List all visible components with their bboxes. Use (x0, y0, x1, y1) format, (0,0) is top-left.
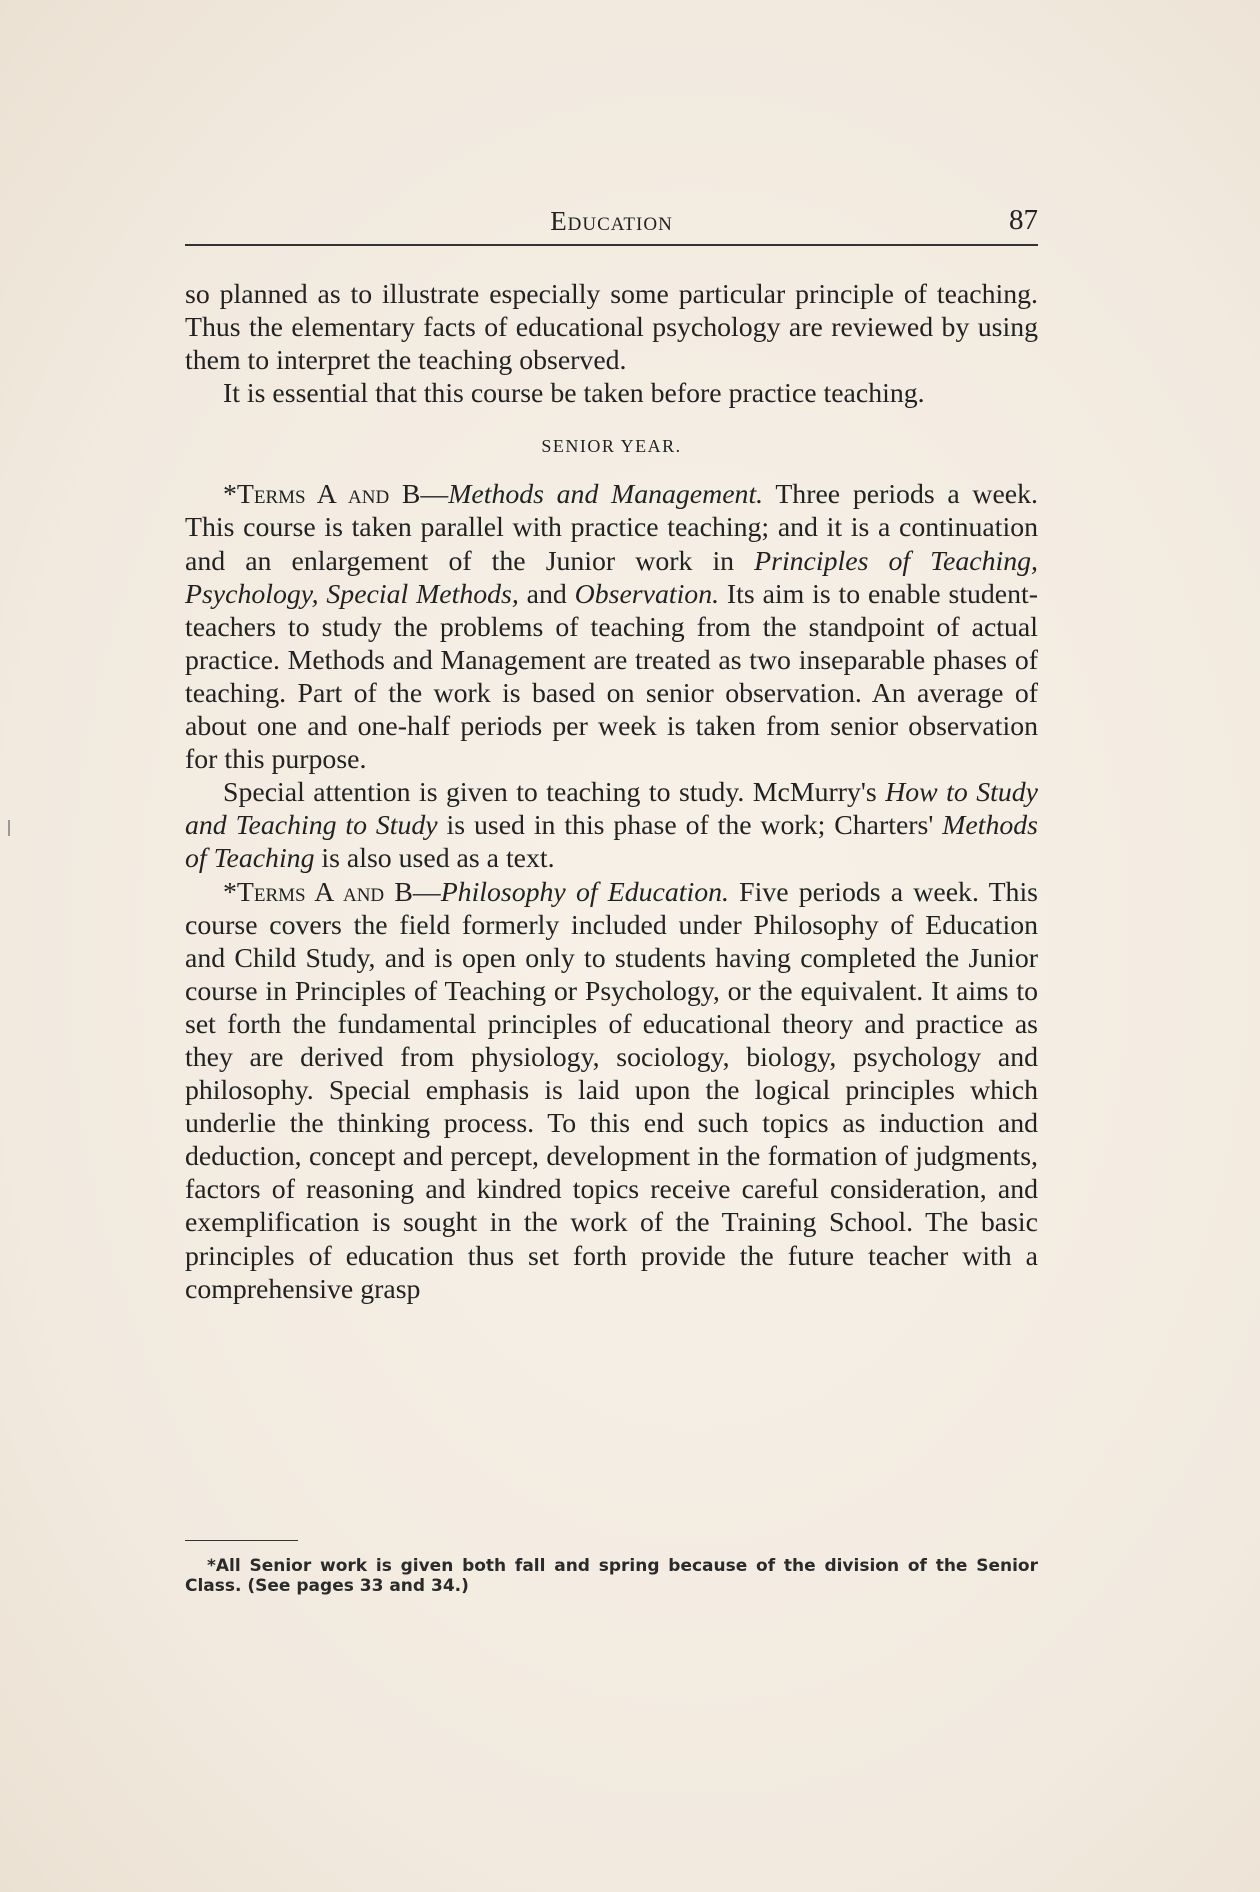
section-heading: SENIOR YEAR. (541, 436, 682, 457)
course-title: Philosophy of Education. (440, 876, 729, 908)
course-text: and (518, 578, 575, 610)
header-title: Education (550, 206, 673, 236)
course-subject-observation: Observation. (574, 578, 720, 610)
paragraph-continuation: so planned as to illustrate especially some particular principle of teaching. Thus the elementary facts of educational psychology are reviewed by using them to interpret the teaching observed. (185, 279, 1038, 377)
paragraph-text: is used in this phase of the work; Charters' (437, 810, 943, 842)
footnote-rule (185, 1540, 298, 1541)
course-text: Three periods a week. This course is taken parallel with practice teaching; and it is a continuation and an enlargement of the Junior work in (185, 479, 1038, 577)
course-terms-label: *Terms A and B— (223, 876, 441, 908)
course-philosophy-of-education (185, 876, 1038, 1306)
course-subjects: Principles of Teaching, Psychology, Special Methods, (185, 545, 1039, 610)
running-header (185, 204, 1038, 246)
course-methods-management (185, 478, 1038, 776)
footnote: *All Senior work is given both fall and spring because of the division of the Senior Class. (See pages 33 and 34.) (185, 1556, 1038, 1596)
page-number: 87 (1009, 204, 1038, 236)
course-text: Its aim is to enable student-teachers to study the problems of teaching from the standpoint of actual practice. Methods and Management are treated as two inseparable phases of teaching. Part of the work is based on senior observation. An average of about one and one-half periods per week is taken from senior observation for this purpose. (185, 578, 1038, 776)
book-title: How to Study and Teaching to Study (185, 777, 1038, 842)
paragraph-text: Special attention is given to teaching to study. McMurry's (223, 777, 886, 809)
course-terms-label: *Terms A and B— (223, 479, 449, 511)
paragraph-prerequisite: It is essential that this course be taken before practice teaching. (223, 378, 925, 410)
paragraph-text: is also used as a text. (314, 843, 555, 875)
paragraph-teaching-to-study (185, 776, 1038, 875)
course-text: Five periods a week. This course covers the field formerly included under Philosophy of Education and Child Study, and is open only to students having completed the Junior course in Principles of Teaching or Psychology, or the equivalent. It aims to set forth the fundamental principles of educational theory and practice as they are derived from physiology, sociology, biology, psychology and philosophy. Special emphasis is laid upon the logical principles which underlie the thinking process. To this end such topics as induction and deduction, concept and percept, development in the formation of judgments, factors of reasoning and kindred topics receive careful consideration, and exemplification is sought in the work of the Training School. The basic principles of education thus set forth provide the future teacher with a comprehensive grasp (185, 876, 1038, 1305)
body-text (185, 278, 1038, 1306)
course-title: Methods and Management. (448, 479, 764, 511)
book-title: Methods of Teaching (185, 810, 1038, 875)
scan-edge-mark (8, 820, 10, 836)
